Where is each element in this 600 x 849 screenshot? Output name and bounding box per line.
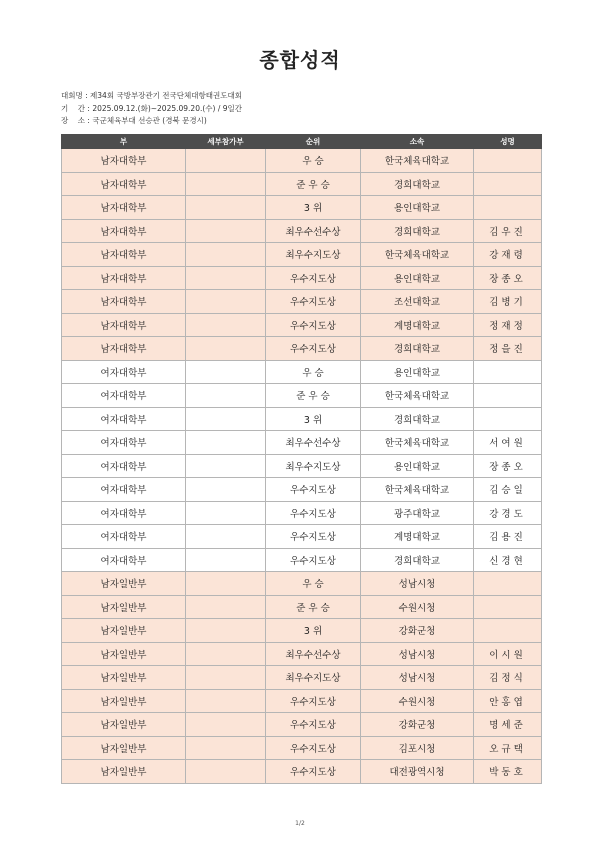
cell-rank: 우수지도상 (266, 525, 361, 549)
cell-team: 성남시청 (361, 642, 474, 666)
cell-sub-division (186, 689, 266, 713)
cell-rank: 우 승 (266, 149, 361, 173)
cell-name: 서여원 (474, 431, 542, 455)
cell-sub-division (186, 149, 266, 173)
cell-name: 김정식 (474, 666, 542, 690)
cell-rank: 우수지도상 (266, 501, 361, 525)
cell-rank: 우 승 (266, 572, 361, 596)
table-row (62, 619, 542, 643)
column-header-division: 부 (62, 135, 186, 149)
cell-sub-division (186, 431, 266, 455)
cell-team: 강화군청 (361, 619, 474, 643)
table-row (62, 548, 542, 572)
cell-name: 김병기 (474, 290, 542, 314)
table-row (62, 172, 542, 196)
event-name: 제34회 국방부장관기 전국단체대항태권도대회 (90, 91, 242, 100)
event-label: 대회명 : (61, 91, 91, 100)
table-row (62, 713, 542, 737)
cell-name: 김우진 (474, 219, 542, 243)
column-header-rank: 순위 (266, 135, 361, 149)
table-row (62, 689, 542, 713)
cell-team: 경희대학교 (361, 407, 474, 431)
table-row (62, 360, 542, 384)
table-row (62, 642, 542, 666)
cell-name: 명세준 (474, 713, 542, 737)
cell-team: 용인대학교 (361, 454, 474, 478)
cell-sub-division (186, 760, 266, 784)
table-row (62, 525, 542, 549)
cell-sub-division (186, 360, 266, 384)
cell-division: 여자대학부 (62, 501, 186, 525)
event-info (61, 90, 242, 128)
cell-rank: 우수지도상 (266, 713, 361, 737)
cell-rank: 최우수지도상 (266, 666, 361, 690)
cell-name (474, 172, 542, 196)
event-period: 2025.09.12.(화)~2025.09.20.(수) / 9일간 (92, 103, 243, 113)
cell-sub-division (186, 243, 266, 267)
cell-division: 남자대학부 (62, 337, 186, 361)
cell-name (474, 384, 542, 408)
cell-name: 장종오 (474, 266, 542, 290)
cell-sub-division (186, 619, 266, 643)
cell-rank: 3 위 (266, 407, 361, 431)
cell-team: 용인대학교 (361, 266, 474, 290)
cell-sub-division (186, 595, 266, 619)
cell-team: 한국체육대학교 (361, 149, 474, 173)
cell-sub-division (186, 548, 266, 572)
page-number: 1/2 (295, 820, 305, 827)
cell-team: 김포시청 (361, 736, 474, 760)
event-name-row (61, 90, 242, 103)
cell-sub-division (186, 736, 266, 760)
cell-rank: 최우수선수상 (266, 642, 361, 666)
cell-team: 성남시청 (361, 666, 474, 690)
table-row (62, 384, 542, 408)
cell-team: 수원시청 (361, 689, 474, 713)
cell-division: 여자대학부 (62, 384, 186, 408)
cell-rank: 우수지도상 (266, 760, 361, 784)
table-row (62, 595, 542, 619)
cell-team: 용인대학교 (361, 196, 474, 220)
cell-sub-division (186, 384, 266, 408)
cell-team: 광주대학교 (361, 501, 474, 525)
cell-division: 남자대학부 (62, 149, 186, 173)
cell-rank: 우수지도상 (266, 478, 361, 502)
cell-division: 남자일반부 (62, 760, 186, 784)
cell-rank: 최우수선수상 (266, 219, 361, 243)
cell-team: 강화군청 (361, 713, 474, 737)
results-table (61, 134, 542, 784)
cell-division: 남자대학부 (62, 219, 186, 243)
cell-rank: 우수지도상 (266, 689, 361, 713)
event-venue: 국군체육부대 선승관 (경북 문경시) (92, 116, 207, 125)
cell-division: 남자일반부 (62, 666, 186, 690)
cell-division: 남자대학부 (62, 243, 186, 267)
cell-team: 한국체육대학교 (361, 384, 474, 408)
cell-team: 수원시청 (361, 595, 474, 619)
cell-division: 남자일반부 (62, 572, 186, 596)
cell-sub-division (186, 478, 266, 502)
cell-division: 여자대학부 (62, 407, 186, 431)
cell-rank: 최우수지도상 (266, 243, 361, 267)
table-row (62, 760, 542, 784)
cell-sub-division (186, 266, 266, 290)
cell-name: 오규택 (474, 736, 542, 760)
column-header-sub-division: 세부참가부 (186, 135, 266, 149)
cell-name: 신경현 (474, 548, 542, 572)
event-period-row (61, 103, 242, 116)
cell-name (474, 407, 542, 431)
period-label: 기 간 : (61, 103, 93, 113)
cell-team: 경희대학교 (361, 548, 474, 572)
cell-rank: 우수지도상 (266, 337, 361, 361)
cell-rank: 우수지도상 (266, 736, 361, 760)
cell-sub-division (186, 454, 266, 478)
venue-label: 장 소 : (61, 116, 93, 125)
cell-rank: 3 위 (266, 619, 361, 643)
cell-rank: 우수지도상 (266, 548, 361, 572)
cell-division: 여자대학부 (62, 478, 186, 502)
cell-team: 경희대학교 (361, 219, 474, 243)
cell-sub-division (186, 642, 266, 666)
table-row (62, 337, 542, 361)
table-row (62, 313, 542, 337)
table-row (62, 501, 542, 525)
cell-sub-division (186, 666, 266, 690)
cell-name (474, 572, 542, 596)
cell-name: 정재정 (474, 313, 542, 337)
cell-name (474, 149, 542, 173)
table-row (62, 572, 542, 596)
cell-sub-division (186, 290, 266, 314)
table-row (62, 666, 542, 690)
cell-division: 여자대학부 (62, 548, 186, 572)
cell-rank: 우 승 (266, 360, 361, 384)
cell-sub-division (186, 337, 266, 361)
cell-team: 한국체육대학교 (361, 478, 474, 502)
column-header-team: 소속 (361, 135, 474, 149)
cell-name: 안홍엽 (474, 689, 542, 713)
cell-rank: 준 우 승 (266, 172, 361, 196)
cell-division: 남자대학부 (62, 172, 186, 196)
cell-name (474, 196, 542, 220)
cell-team: 대전광역시청 (361, 760, 474, 784)
cell-team: 경희대학교 (361, 337, 474, 361)
table-row (62, 454, 542, 478)
cell-division: 남자일반부 (62, 595, 186, 619)
cell-rank: 최우수지도상 (266, 454, 361, 478)
cell-name: 강재령 (474, 243, 542, 267)
cell-division: 남자대학부 (62, 266, 186, 290)
cell-division: 남자일반부 (62, 713, 186, 737)
cell-name: 정을진 (474, 337, 542, 361)
cell-sub-division (186, 525, 266, 549)
cell-sub-division (186, 219, 266, 243)
cell-sub-division (186, 172, 266, 196)
cell-division: 남자일반부 (62, 736, 186, 760)
table-row (62, 431, 542, 455)
cell-name: 이시원 (474, 642, 542, 666)
cell-team: 계명대학교 (361, 313, 474, 337)
cell-team: 한국체육대학교 (361, 243, 474, 267)
cell-name (474, 595, 542, 619)
cell-division: 여자대학부 (62, 525, 186, 549)
cell-name: 장종오 (474, 454, 542, 478)
cell-sub-division (186, 196, 266, 220)
cell-division: 남자대학부 (62, 196, 186, 220)
table-row (62, 266, 542, 290)
cell-name: 강경도 (474, 501, 542, 525)
cell-rank: 우수지도상 (266, 266, 361, 290)
table-row (62, 149, 542, 173)
results-body (62, 149, 542, 784)
cell-team: 경희대학교 (361, 172, 474, 196)
cell-division: 남자대학부 (62, 313, 186, 337)
cell-name: 김승일 (474, 478, 542, 502)
cell-name: 김용진 (474, 525, 542, 549)
cell-division: 남자일반부 (62, 619, 186, 643)
cell-rank: 우수지도상 (266, 290, 361, 314)
header-row (62, 135, 542, 149)
cell-team: 용인대학교 (361, 360, 474, 384)
table-row (62, 243, 542, 267)
cell-sub-division (186, 713, 266, 737)
column-header-name: 성명 (474, 135, 542, 149)
cell-name: 박동호 (474, 760, 542, 784)
cell-sub-division (186, 313, 266, 337)
cell-division: 여자대학부 (62, 431, 186, 455)
cell-name (474, 360, 542, 384)
cell-division: 여자대학부 (62, 454, 186, 478)
table-row (62, 219, 542, 243)
cell-division: 남자일반부 (62, 642, 186, 666)
cell-team: 성남시청 (361, 572, 474, 596)
cell-rank: 준 우 승 (266, 595, 361, 619)
cell-name (474, 619, 542, 643)
table-row (62, 736, 542, 760)
cell-sub-division (186, 572, 266, 596)
table-row (62, 478, 542, 502)
cell-rank: 준 우 승 (266, 384, 361, 408)
cell-sub-division (186, 501, 266, 525)
cell-team: 계명대학교 (361, 525, 474, 549)
cell-rank: 3 위 (266, 196, 361, 220)
table-row (62, 407, 542, 431)
cell-rank: 최우수선수상 (266, 431, 361, 455)
cell-rank: 우수지도상 (266, 313, 361, 337)
cell-division: 남자일반부 (62, 689, 186, 713)
cell-division: 여자대학부 (62, 360, 186, 384)
cell-team: 조선대학교 (361, 290, 474, 314)
event-venue-row (61, 115, 242, 128)
cell-team: 한국체육대학교 (361, 431, 474, 455)
cell-sub-division (186, 407, 266, 431)
page-title: 종합성적 (259, 48, 341, 72)
cell-division: 남자대학부 (62, 290, 186, 314)
table-row (62, 196, 542, 220)
table-row (62, 290, 542, 314)
